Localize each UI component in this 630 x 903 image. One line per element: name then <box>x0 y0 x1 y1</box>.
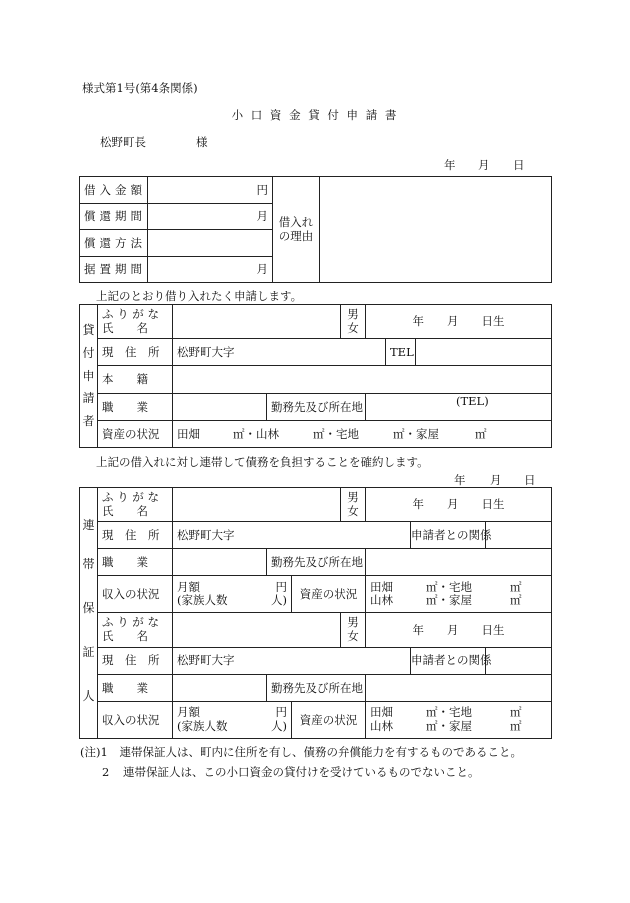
statement-1: 上記のとおり借り入れたく申請します。 <box>96 289 303 303</box>
assets-item: ㎡・家屋 <box>426 593 472 608</box>
note-marker: 2 <box>102 765 110 779</box>
assets-item: ㎡ <box>510 593 522 608</box>
side-char: 証 <box>82 645 95 659</box>
repay-period-label: 償還期間 <box>80 203 148 230</box>
grace-period-field[interactable]: 月 <box>148 256 273 283</box>
reason-label <box>273 177 320 283</box>
assets-item: 田畑 <box>177 426 200 441</box>
g1-name-label <box>98 488 173 522</box>
note-text: 連帯保証人は、この小口資金の貸付けを受けているものでないこと。 <box>122 765 480 779</box>
loan-table <box>79 176 552 283</box>
loan-amount-field[interactable]: 円 <box>148 177 273 204</box>
g1-relation-label: 申請者との関係 <box>411 522 486 549</box>
g2-birth-field[interactable]: 年 月 日生 <box>366 613 552 647</box>
g2-address-label: 現 住 所 <box>98 647 173 674</box>
gender-f: 女 <box>347 503 359 518</box>
reason-label-1: 借入れ <box>278 214 314 229</box>
honorific: 様 <box>196 135 208 149</box>
g2-assets-label: 資産の状況 <box>292 701 366 738</box>
assets-item: ㎡ <box>475 426 487 441</box>
assets-item: 田畑 <box>370 705 393 720</box>
income-unit: 円 <box>275 579 287 594</box>
income-family-unit: 人) <box>271 593 287 608</box>
assets-item: 山林 <box>370 718 393 733</box>
date2-day: 日 <box>524 473 536 487</box>
guarantor-side-label <box>80 488 98 739</box>
side-char: 請 <box>82 391 95 406</box>
g2-relation-field[interactable] <box>486 647 552 674</box>
assets-item: 山林 <box>370 593 393 608</box>
g2-income-field[interactable] <box>173 701 292 738</box>
side-char: 連 <box>82 518 95 532</box>
statement-2: 上記の借入れに対し連帯して債務を負担することを確約します。 <box>96 455 429 469</box>
g2-name-field[interactable] <box>173 613 341 647</box>
applicant-occupation-label: 職 業 <box>98 393 173 420</box>
guarantor-table <box>79 487 552 739</box>
applicant-tel-field[interactable] <box>416 339 552 366</box>
furigana-label: ふ り が な <box>102 615 159 630</box>
assets-item: ㎡ <box>510 718 522 733</box>
gender-m: 男 <box>347 489 359 504</box>
page-title: 小 口 資 金 貸 付 申 請 書 <box>231 108 399 122</box>
date-year: 年 <box>444 158 456 172</box>
g2-workplace-field[interactable] <box>366 674 552 701</box>
gender-f: 女 <box>347 629 359 644</box>
assets-item: ㎡ <box>510 705 522 720</box>
applicant-domicile-label: 本 籍 <box>98 366 173 393</box>
note-2 <box>102 764 479 780</box>
applicant-birth-field[interactable]: 年 月 日生 <box>366 305 552 339</box>
g1-gender-label <box>341 488 366 522</box>
g2-income-label: 収入の状況 <box>98 701 173 738</box>
applicant-workplace-field[interactable] <box>366 393 552 420</box>
g2-occupation-label: 職 業 <box>98 674 173 701</box>
furigana-label: ふ り が な <box>102 306 159 321</box>
assets-item: ㎡・宅地 <box>426 705 472 720</box>
applicant-assets-label: 資産の状況 <box>98 420 173 447</box>
name-label: 氏 名 <box>102 503 148 518</box>
g2-address-field[interactable]: 松野町大字 <box>173 647 411 674</box>
side-char: 貸 <box>82 323 95 337</box>
assets-item: 田畑 <box>370 579 393 594</box>
grace-period-label: 据置期間 <box>80 256 148 283</box>
g1-birth-field[interactable]: 年 月 日生 <box>366 488 552 522</box>
form-id: 様式第1号(第4条関係) <box>82 81 198 95</box>
repay-method-label: 償還方法 <box>80 230 148 257</box>
applicant-tel-label: TEL <box>386 339 416 366</box>
reason-field[interactable] <box>320 177 552 283</box>
applicant-table <box>79 304 552 448</box>
g2-assets-field[interactable] <box>366 701 552 738</box>
reason-label-2: の理由 <box>278 228 314 243</box>
assets-item: ㎡・家屋 <box>426 718 472 733</box>
g1-income-label: 収入の状況 <box>98 576 173 613</box>
side-char: 者 <box>82 414 95 429</box>
workplace-tel: (TEL) <box>456 393 489 408</box>
side-char: 帯 <box>82 557 95 571</box>
side-char: 申 <box>82 368 95 383</box>
g1-relation-field[interactable] <box>486 522 552 549</box>
date2-month: 月 <box>490 473 502 487</box>
loan-amount-label: 借入金額 <box>80 177 148 204</box>
applicant-gender-label <box>341 305 366 339</box>
gender-f: 女 <box>347 320 359 335</box>
g2-workplace-label: 勤務先及び所在地 <box>267 674 366 701</box>
g2-relation-label: 申請者との関係 <box>411 647 486 674</box>
addressee: 松野町長 <box>100 135 146 149</box>
g1-assets-label: 資産の状況 <box>292 576 366 613</box>
applicant-occupation-field[interactable] <box>173 393 267 420</box>
note-1 <box>80 744 522 760</box>
date2-year: 年 <box>454 473 466 487</box>
applicant-workplace-label: 勤務先及び所在地 <box>267 393 366 420</box>
g1-income-field[interactable] <box>173 576 292 613</box>
g1-address-label: 現 住 所 <box>98 522 173 549</box>
applicant-side-label <box>80 305 98 448</box>
g1-name-field[interactable] <box>173 488 341 522</box>
income-unit: 円 <box>275 705 287 720</box>
income-monthly: 月額 <box>177 705 200 720</box>
date-month: 月 <box>478 158 490 172</box>
assets-item: ㎡ <box>510 579 522 594</box>
date-day: 日 <box>513 158 525 172</box>
side-char: 保 <box>82 601 95 615</box>
g1-workplace-field[interactable] <box>366 549 552 576</box>
assets-item: ㎡・家屋 <box>393 426 439 441</box>
repay-method-field[interactable] <box>148 230 273 257</box>
note-text: 連帯保証人は、町内に住所を有し、債務の弁償能力を有するものであること。 <box>119 745 522 759</box>
side-char: 人 <box>82 689 95 703</box>
name-label: 氏 名 <box>102 629 148 644</box>
applicant-domicile-field[interactable] <box>173 366 552 393</box>
furigana-label: ふ り が な <box>102 489 159 504</box>
applicant-name-label <box>98 305 173 339</box>
applicant-assets-field[interactable] <box>173 420 552 447</box>
assets-item: ㎡・宅地 <box>426 579 472 594</box>
g1-occupation-label: 職 業 <box>98 549 173 576</box>
side-char: 付 <box>82 345 95 360</box>
income-family: (家族人数 <box>177 718 228 733</box>
name-label: 氏 名 <box>102 320 148 335</box>
g2-occupation-field[interactable] <box>173 674 267 701</box>
assets-item: ㎡・山林 <box>233 426 279 441</box>
g2-name-label <box>98 613 173 647</box>
g1-occupation-field[interactable] <box>173 549 267 576</box>
g2-gender-label <box>341 613 366 647</box>
repay-period-field[interactable]: 月 <box>148 203 273 230</box>
gender-m: 男 <box>347 615 359 630</box>
g1-assets-field[interactable] <box>366 576 552 613</box>
note-marker: (注)1 <box>80 745 108 759</box>
income-family-unit: 人) <box>271 718 287 733</box>
g1-address-field[interactable]: 松野町大字 <box>173 522 411 549</box>
applicant-address-label: 現 住 所 <box>98 339 173 366</box>
assets-item: ㎡・宅地 <box>313 426 359 441</box>
income-family: (家族人数 <box>177 593 228 608</box>
income-monthly: 月額 <box>177 579 200 594</box>
g1-workplace-label: 勤務先及び所在地 <box>267 549 366 576</box>
applicant-address-field[interactable]: 松野町大字 <box>173 339 386 366</box>
gender-m: 男 <box>347 306 359 321</box>
applicant-name-field[interactable] <box>173 305 341 339</box>
